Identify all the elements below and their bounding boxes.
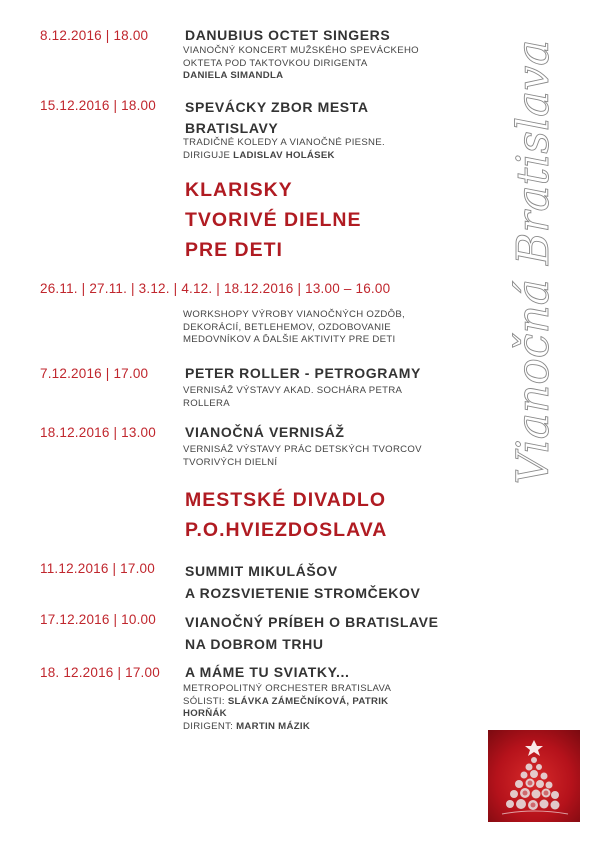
event-title: PETER ROLLER - PETROGRAMY: [185, 365, 421, 381]
event-date: 26.11. | 27.11. | 3.12. | 4.12. | 18.12.2016 | 13.00 – 16.00: [40, 281, 391, 296]
event-title: DANUBIUS OCTET SINGERS: [185, 27, 391, 43]
event-date: 15.12.2016 | 18.00: [40, 98, 156, 113]
event-title: VIANOČNÁ VERNISÁŽ: [185, 424, 345, 440]
ornament-tree-icon: [488, 730, 580, 822]
event-description: TRADIČNÉ KOLEDY A VIANOČNÉ PIESNE. DIRIGUJE LADISLAV HOLÁSEK: [183, 137, 385, 161]
venue-heading-klarisky: KLARISKY TVORIVÉ DIELNE PRE DETI: [185, 179, 362, 261]
event-title: VIANOČNÝ PRÍBEH O BRATISLAVE NA DOBROM TRHU: [185, 614, 439, 652]
vertical-title: [506, 22, 566, 502]
event-date: 18. 12.2016 | 17.00: [40, 665, 160, 680]
event-description: METROPOLITNÝ ORCHESTER BRATISLAVA SÓLISTI: SLÁVKA ZÁMEČNÍKOVÁ, PATRIK HORŇÁK DIRIGENT: MARTIN MÁZIK: [183, 683, 392, 732]
event-description: VIANOČNÝ KONCERT MUŽSKÉHO SPEVÁCKEHO OKTETA POD TAKTOVKOU DIRIGENTA DANIELA SIMANDLA: [183, 45, 419, 81]
event-date: 17.12.2016 | 10.00: [40, 612, 156, 627]
event-description: WORKSHOPY VÝROBY VIANOČNÝCH OZDÔB, DEKORÁCIÍ, BETLEHEMOV, OZDOBOVANIE MEDOVNÍKOV A ĎALŠIE AKTIVITY PRE DETI: [183, 309, 406, 345]
event-title: SPEVÁCKY ZBOR MESTA BRATISLAVY: [185, 99, 369, 136]
venue-heading-divadlo: MESTSKÉ DIVADLO P.O.HVIEZDOSLAVA: [185, 489, 388, 541]
event-date: 8.12.2016 | 18.00: [40, 28, 149, 43]
event-description: VERNISÁŽ VÝSTAVY PRÁC DETSKÝCH TVORCOV TVORIVÝCH DIELNÍ: [183, 444, 422, 468]
event-date: 11.12.2016 | 17.00: [40, 561, 155, 576]
event-description: VERNISÁŽ VÝSTAVY AKAD. SOCHÁRA PETRA ROLLERA: [183, 385, 403, 409]
vertical-title-text: Vianočná Bratislava: [508, 39, 559, 485]
event-date: 18.12.2016 | 13.00: [40, 425, 156, 440]
event-date: 7.12.2016 | 17.00: [40, 366, 149, 381]
christmas-tree-image: [488, 730, 580, 822]
event-title: A MÁME TU SVIATKY...: [185, 664, 350, 680]
event-title: SUMMIT MIKULÁŠOV A ROZSVIETENIE STROMČEKOV: [185, 563, 421, 601]
